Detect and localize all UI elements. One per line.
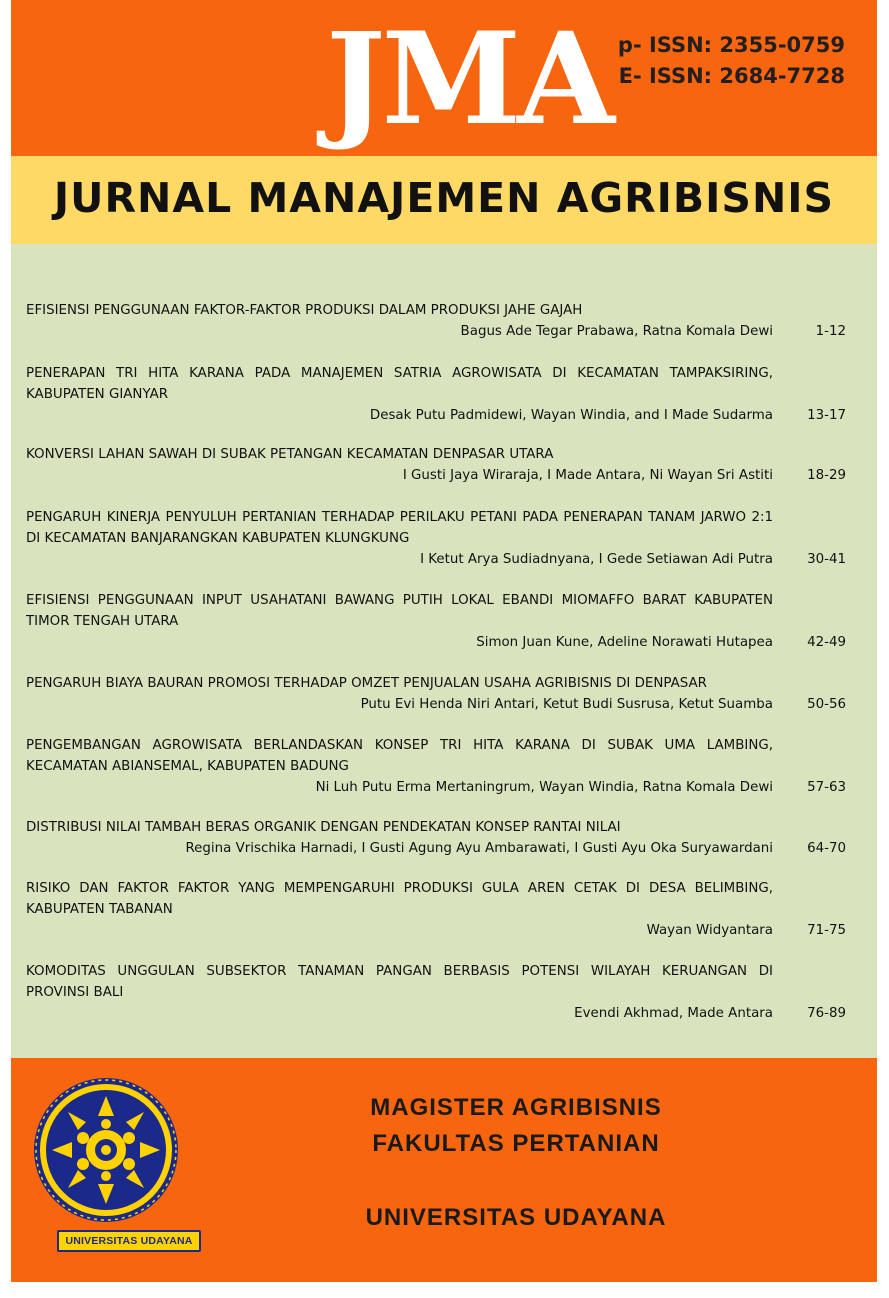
program-name: MAGISTER AGRIBISNIS [370,1094,662,1121]
article-authors: Desak Putu Padmidewi, Wayan Windia, and I Made Sudarma [369,408,773,423]
cover-header [11,0,877,156]
article-title: PENGARUH KINERJA PENYULUH PERTANIAN TERHADAP PERILAKU PETANI PADA PENERAPAN TANAM JARWO 2:1 DI KECAMATAN BANJARANGKAN KABUPATEN KLUNGKUNG [26,510,773,546]
article-meta [26,405,846,426]
p-issn: p- ISSN: 2355-0759 [617,33,845,57]
article-title: EFISIENSI PENGGUNAAN FAKTOR-FAKTOR PRODUKSI DALAM PRODUKSI JAHE GAJAH [26,303,583,318]
title-bar [11,156,877,244]
article-meta [26,694,846,715]
article-pages: 30-41 [807,552,846,567]
article-title: PENGARUH BIAYA BAURAN PROMOSI TERHADAP OMZET PENJUALAN USAHA AGRIBISNIS DI DENPASAR [26,676,707,691]
article-meta [26,838,846,859]
article-title: RISIKO DAN FAKTOR FAKTOR YANG MEMPENGARUHI PRODUKSI GULA AREN CETAK DI DESA BELIMBING, KABUPATEN TABANAN [26,881,773,917]
journal-title: JURNAL MANAJEMEN AGRIBISNIS [53,174,835,222]
journal-cover [11,0,877,1282]
article-meta [26,777,846,798]
article-entry[interactable] [26,444,846,486]
article-pages: 18-29 [807,468,846,483]
article-entry[interactable] [26,590,846,653]
seal-label: UNIVERSITAS UDAYANA [57,1230,201,1252]
article-authors: Putu Evi Henda Niri Antari, Ketut Budi Susrusa, Ketut Suamba [360,697,773,712]
article-meta [26,465,846,486]
article-entry[interactable] [26,363,846,426]
article-pages: 13-17 [807,408,846,423]
article-authors: Wayan Widyantara [646,923,773,938]
article-title: KOMODITAS UNGGULAN SUBSEKTOR TANAMAN PANGAN BERBASIS POTENSI WILAYAH KERUANGAN DI PROVINSI BALI [26,964,773,1000]
article-authors: Simon Juan Kune, Adeline Norawati Hutapea [476,635,773,650]
article-pages: 1-12 [815,324,846,339]
article-pages: 50-56 [807,697,846,712]
article-pages: 71-75 [807,923,846,938]
article-title: PENERAPAN TRI HITA KARANA PADA MANAJEMEN SATRIA AGROWISATA DI KECAMATAN TAMPAKSIRING, KABUPATEN GIANYAR [26,366,773,402]
article-pages: 76-89 [807,1006,846,1021]
article-pages: 42-49 [807,635,846,650]
article-pages: 57-63 [807,780,846,795]
article-pages: 64-70 [807,841,846,856]
article-authors: Regina Vrischika Harnadi, I Gusti Agung Ayu Ambarawati, I Gusti Ayu Oka Suryawardani [185,841,773,856]
article-meta [26,632,846,653]
journal-logo: JMA [326,5,611,153]
article-entry[interactable] [26,673,846,715]
article-meta [26,321,846,342]
university-seal-emblem-icon [31,1072,181,1232]
article-authors: I Gusti Jaya Wiraraja, I Made Antara, Ni Wayan Sri Astiti [402,468,773,483]
university-seal [31,1072,193,1247]
article-authors: Bagus Ade Tegar Prabawa, Ratna Komala Dewi [460,324,773,339]
article-entry[interactable] [26,961,846,1024]
faculty-name: FAKULTAS PERTANIAN [372,1130,660,1157]
table-of-contents [11,244,877,1058]
article-authors: Evendi Akhmad, Made Antara [574,1006,773,1021]
article-entry[interactable] [26,300,846,342]
university-name: UNIVERSITAS UDAYANA [365,1204,667,1231]
article-authors: I Ketut Arya Sudiadnyana, I Gede Setiawan Adi Putra [420,552,773,567]
article-meta [26,549,846,570]
article-entry[interactable] [26,507,846,570]
article-title: EFISIENSI PENGGUNAAN INPUT USAHATANI BAWANG PUTIH LOKAL EBANDI MIOMAFFO BARAT KABUPATEN TIMOR TENGAH UTARA [26,593,773,629]
article-meta [26,920,846,941]
article-entry[interactable] [26,817,846,859]
article-title: PENGEMBANGAN AGROWISATA BERLANDASKAN KONSEP TRI HITA KARANA DI SUBAK UMA LAMBING, KECAMATAN ABIANSEMAL, KABUPATEN BADUNG [26,738,773,774]
issn-block [585,30,845,92]
article-title: KONVERSI LAHAN SAWAH DI SUBAK PETANGAN KECAMATAN DENPASAR UTARA [26,447,554,462]
article-authors: Ni Luh Putu Erma Mertaningrum, Wayan Windia, Ratna Komala Dewi [315,780,773,795]
e-issn: E- ISSN: 2684-7728 [618,64,845,88]
article-entry[interactable] [26,735,846,798]
cover-footer [11,1058,877,1282]
article-meta [26,1003,846,1024]
article-title: DISTRIBUSI NILAI TAMBAH BERAS ORGANIK DENGAN PENDEKATAN KONSEP RANTAI NILAI [26,820,621,835]
article-entry[interactable] [26,878,846,941]
